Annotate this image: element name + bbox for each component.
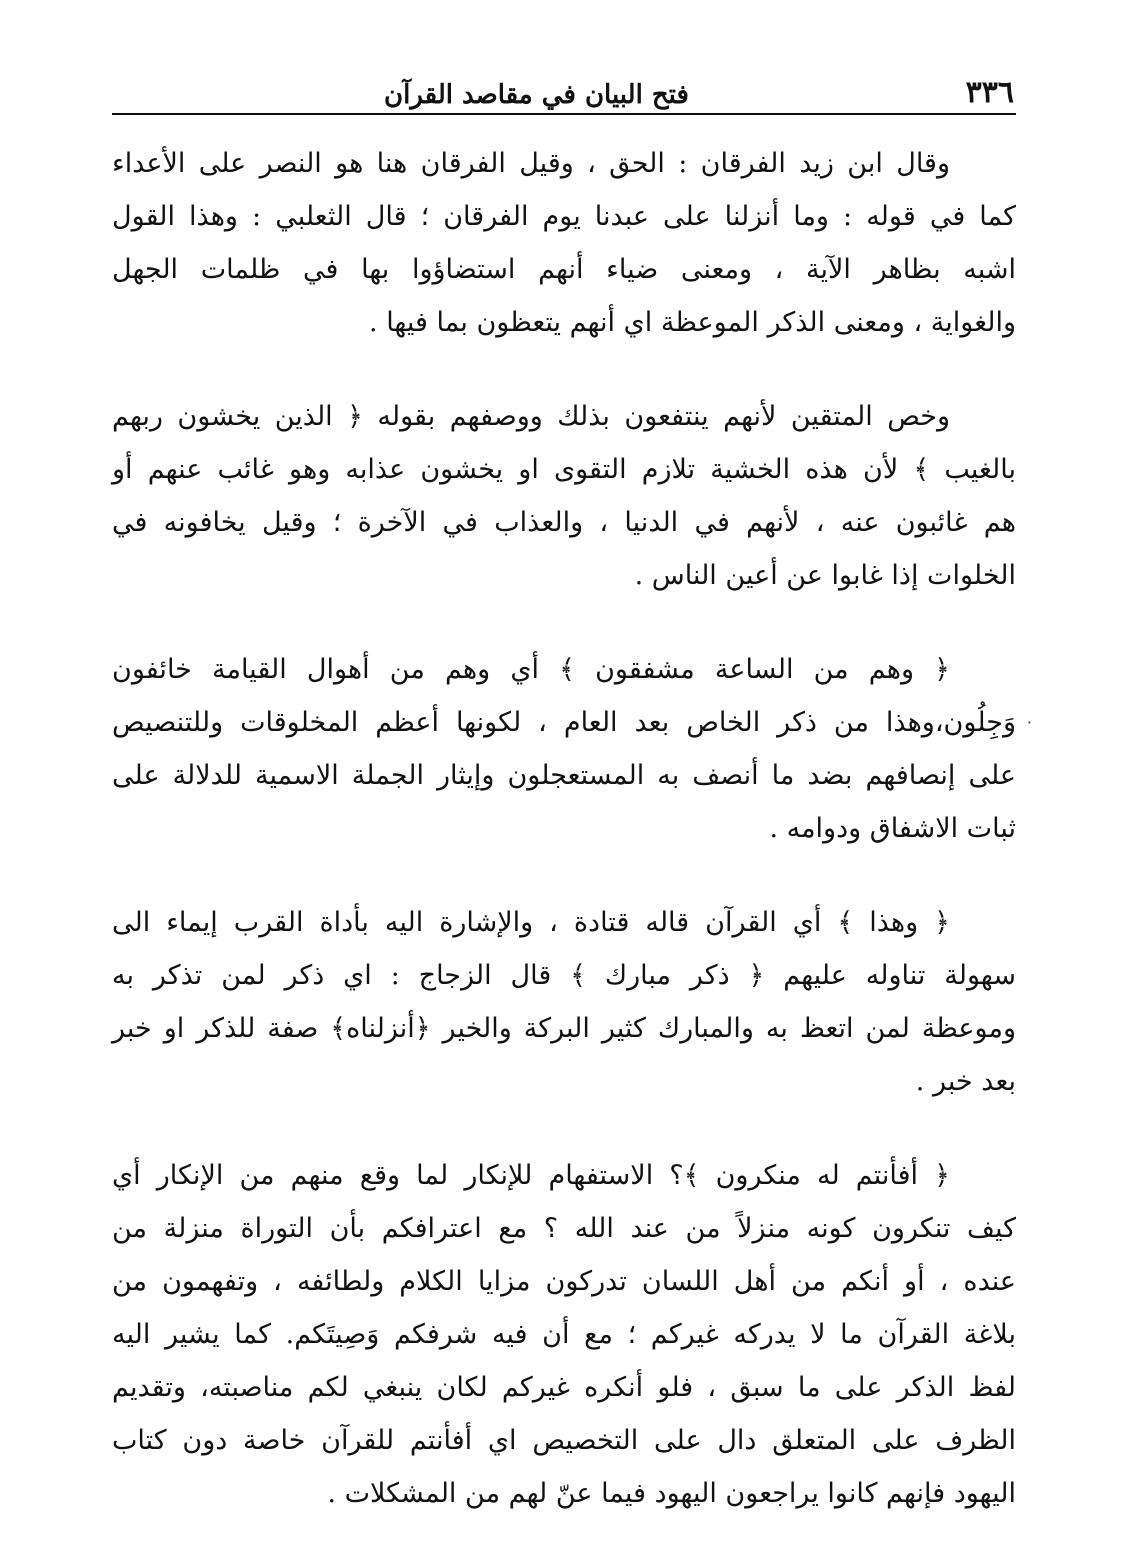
text-line: وموعظة لمن اتعظ به والمبارك كثير البركة والخير ﴿أنزلناه﴾ صفة للذكر او خبر: [112, 1013, 1016, 1044]
margin-dot: ·: [1026, 713, 1032, 732]
text-line: وخص المتقين لأنهم ينتفعون بذلك ووصفهم بقوله ﴿ الذين يخشون ربهم: [112, 401, 951, 432]
text-line: هم غائبون عنه ، لأنهم في الدنيا ، والعذاب في الآخرة ؛ وقيل يخافونه في: [112, 507, 1016, 538]
text-line: كما في قوله : وما أنزلنا على عبدنا يوم الفرقان ؛ قال الثعلبي : وهذا القول: [112, 201, 1016, 232]
text-line: اشبه بظاهر الآية ، ومعنى ضياء أنهم استضاؤوا بها في ظلمات الجهل: [112, 254, 1016, 285]
text-line: عنده ، أو أنكم من أهل اللسان تدركون مزايا الكلام ولطائفه ، وتفهمون من: [112, 1266, 1016, 1297]
paragraph: [112, 1149, 1016, 1520]
text-line: على إنصافهم بضد ما أنصف به المستعجلون وإيثار الجملة الاسمية للدلالة على: [112, 760, 1016, 791]
text-line: بالغيب ﴾ لأن هذه الخشية تلازم التقوى او يخشون عذابه وهو غائب عنهم أو: [112, 454, 1016, 485]
text-line: اليهود فإنهم كانوا يراجعون اليهود فيما عنّ لهم من المشكلات .: [327, 1478, 1016, 1509]
text-line: كيف تنكرون كونه منزلاً من عند الله ؟ مع اعترافكم بأن التوراة منزلة من: [112, 1213, 1016, 1244]
paragraph: [112, 390, 1016, 602]
text-line: ثبات الاشفاق ودوامه .: [769, 813, 1016, 844]
text-line: الخلوات إذا غابوا عن أعين الناس .: [634, 560, 1016, 591]
page-body: [112, 137, 1016, 1520]
page-header: [112, 60, 1016, 115]
paragraph: [112, 137, 1016, 349]
text-line: وَجِلُون،وهذا من ذكر الخاص بعد العام ، لكونها أعظم المخلوقات وللتنصيص: [112, 707, 1016, 738]
paragraph: [112, 896, 1016, 1108]
text-line: بعد خبر .: [915, 1066, 1016, 1097]
text-line: ﴿ وهذا ﴾ أي القرآن قاله قتادة ، والإشارة اليه بأداة القرب إيماء الى: [112, 907, 950, 938]
text-line: سهولة تناوله عليهم ﴿ ذكر مبارك ﴾ قال الزجاج : اي ذكر لمن تذكر به: [112, 960, 1016, 991]
paragraph: [112, 643, 1016, 855]
text-line: بلاغة القرآن ما لا يدركه غيركم ؛ مع أن فيه شرفكم وَصِيتَكم. كما يشير اليه: [112, 1319, 1016, 1350]
text-line: ﴿ وهم من الساعة مشفقون ﴾ أي وهم من أهوال القيامة خائفون: [112, 654, 950, 685]
page-number: ٣٣٦: [965, 75, 1014, 110]
text-line: لفظ الذكر على ما سبق ، فلو أنكره غيركم لكان ينبغي لكم مناصبته، وتقديم: [112, 1372, 1016, 1403]
text-line: وقال ابن زيد الفرقان : الحق ، وقيل الفرقان هنا هو النصر على الأعداء: [112, 148, 950, 179]
text-line: والغواية ، ومعنى الذكر الموعظة اي أنهم يتعظون بما فيها .: [369, 307, 1016, 338]
text-line: ﴿ أفأنتم له منكرون ﴾؟ الاستفهام للإنكار لما وقع منهم من الإنكار أي: [112, 1160, 950, 1191]
running-title: فتح البيان في مقاصد القرآن: [384, 80, 689, 110]
text-line: الظرف على المتعلق دال على التخصيص اي أفأنتم للقرآن خاصة دون كتاب: [112, 1425, 1016, 1456]
